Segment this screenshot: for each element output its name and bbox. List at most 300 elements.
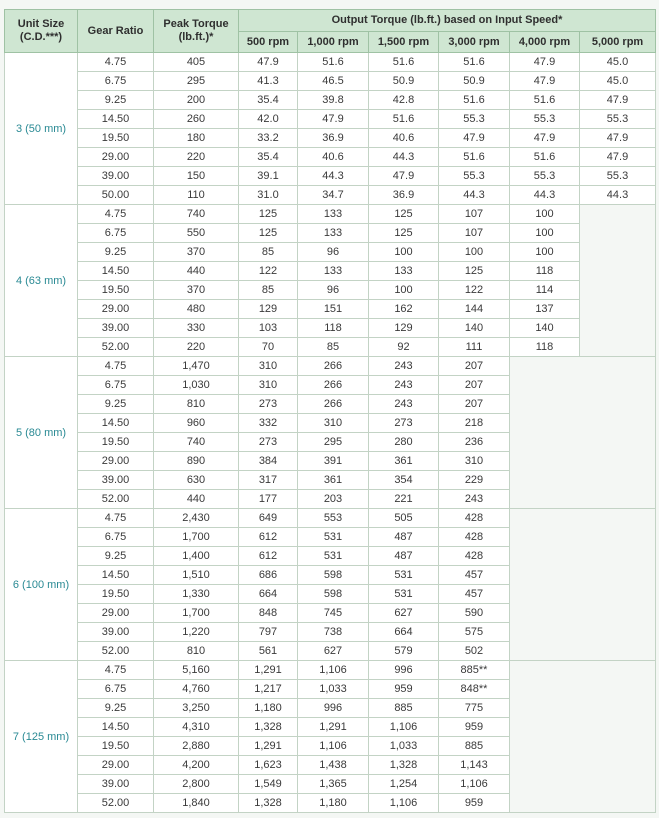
output-torque-cell: 133 (298, 262, 369, 281)
output-torque-cell: 575 (439, 623, 510, 642)
output-torque-cell: 55.3 (439, 167, 510, 186)
output-torque-cell: 457 (439, 566, 510, 585)
output-torque-cell: 100 (369, 281, 439, 300)
output-torque-cell: 243 (369, 376, 439, 395)
peak-torque-cell: 440 (154, 490, 239, 509)
output-torque-cell: 85 (239, 281, 298, 300)
output-torque-cell: 1,328 (239, 794, 298, 813)
output-torque-cell: 1,106 (298, 737, 369, 756)
output-torque-cell: 664 (369, 623, 439, 642)
output-torque-cell: 140 (510, 319, 580, 338)
output-torque-cell: 55.3 (580, 167, 656, 186)
output-torque-cell: 44.3 (580, 186, 656, 205)
output-torque-cell: 579 (369, 642, 439, 661)
output-torque-cell: 207 (439, 376, 510, 395)
output-torque-cell: 885 (439, 737, 510, 756)
output-torque-cell: 848 (239, 604, 298, 623)
output-torque-cell: 1,180 (298, 794, 369, 813)
output-torque-cell: 125 (239, 224, 298, 243)
output-torque-cell: 797 (239, 623, 298, 642)
gear-ratio-cell: 29.00 (78, 300, 154, 319)
peak-torque-cell: 890 (154, 452, 239, 471)
peak-torque-cell: 220 (154, 148, 239, 167)
output-torque-cell: 203 (298, 490, 369, 509)
table-row (5, 661, 656, 680)
output-torque-cell: 273 (239, 395, 298, 414)
unavailable-speed-area (510, 661, 656, 813)
peak-torque-cell: 295 (154, 72, 239, 91)
output-torque-cell: 111 (439, 338, 510, 357)
output-torque-cell: 39.8 (298, 91, 369, 110)
output-torque-cell: 122 (239, 262, 298, 281)
output-torque-cell: 125 (239, 205, 298, 224)
output-torque-cell: 996 (298, 699, 369, 718)
output-torque-cell: 221 (369, 490, 439, 509)
table-row (5, 167, 656, 186)
output-torque-cell: 310 (298, 414, 369, 433)
output-torque-cell: 114 (510, 281, 580, 300)
output-torque-cell: 51.6 (298, 53, 369, 72)
output-torque-cell: 487 (369, 547, 439, 566)
gear-ratio-header: Gear Ratio (78, 10, 154, 53)
output-torque-cell: 107 (439, 205, 510, 224)
output-torque-cell: 959 (439, 794, 510, 813)
output-torque-cell: 85 (298, 338, 369, 357)
output-torque-cell: 428 (439, 528, 510, 547)
output-torque-cell: 40.6 (369, 129, 439, 148)
output-torque-cell: 273 (369, 414, 439, 433)
speed-header: 4,000 rpm (510, 32, 580, 53)
peak-torque-cell: 4,760 (154, 680, 239, 699)
output-torque-cell: 133 (298, 224, 369, 243)
output-torque-cell: 51.6 (439, 148, 510, 167)
gear-ratio-cell: 9.25 (78, 395, 154, 414)
output-torque-cell: 612 (239, 547, 298, 566)
output-torque-cell: 218 (439, 414, 510, 433)
output-torque-cell: 391 (298, 452, 369, 471)
table-row (5, 91, 656, 110)
output-torque-cell: 1,291 (239, 737, 298, 756)
gear-ratio-cell: 6.75 (78, 376, 154, 395)
output-torque-cell: 33.2 (239, 129, 298, 148)
output-torque-cell: 1,549 (239, 775, 298, 794)
peak-torque-cell: 110 (154, 186, 239, 205)
output-torque-cell: 51.6 (510, 91, 580, 110)
table-row (5, 224, 656, 243)
output-torque-cell: 177 (239, 490, 298, 509)
output-torque-cell: 310 (239, 376, 298, 395)
table-row (5, 281, 656, 300)
output-torque-cell: 51.6 (439, 53, 510, 72)
output-torque-cell: 100 (369, 243, 439, 262)
output-torque-cell: 96 (298, 281, 369, 300)
output-torque-cell: 885** (439, 661, 510, 680)
output-torque-cell: 243 (369, 357, 439, 376)
output-torque-cell: 51.6 (369, 110, 439, 129)
output-torque-cell: 1,291 (239, 661, 298, 680)
gear-ratio-cell: 6.75 (78, 680, 154, 699)
output-torque-cell: 45.0 (580, 53, 656, 72)
unit-size-cell: 5 (80 mm) (5, 357, 78, 509)
peak-torque-header: Peak Torque (lb.ft.)* (154, 10, 239, 53)
output-torque-cell: 44.3 (510, 186, 580, 205)
output-torque-cell: 686 (239, 566, 298, 585)
table-row (5, 338, 656, 357)
output-torque-cell: 1,106 (298, 661, 369, 680)
output-torque-cell: 42.8 (369, 91, 439, 110)
gear-ratio-cell: 9.25 (78, 699, 154, 718)
output-torque-cell: 531 (298, 528, 369, 547)
output-torque-cell: 236 (439, 433, 510, 452)
peak-torque-cell: 630 (154, 471, 239, 490)
output-torque-cell: 122 (439, 281, 510, 300)
output-torque-cell: 47.9 (580, 91, 656, 110)
output-torque-cell: 1,328 (369, 756, 439, 775)
output-torque-cell: 125 (439, 262, 510, 281)
output-torque-cell: 100 (439, 243, 510, 262)
output-torque-cell: 34.7 (298, 186, 369, 205)
output-torque-cell: 775 (439, 699, 510, 718)
peak-torque-cell: 260 (154, 110, 239, 129)
output-torque-cell: 47.9 (510, 53, 580, 72)
output-torque-cell: 428 (439, 509, 510, 528)
output-torque-cell: 44.3 (298, 167, 369, 186)
peak-torque-cell: 1,400 (154, 547, 239, 566)
gear-ratio-cell: 29.00 (78, 148, 154, 167)
gear-ratio-cell: 39.00 (78, 167, 154, 186)
table-header (5, 10, 656, 53)
output-torque-cell: 1,033 (369, 737, 439, 756)
gear-ratio-cell: 29.00 (78, 452, 154, 471)
peak-torque-cell: 1,510 (154, 566, 239, 585)
output-torque-cell: 627 (298, 642, 369, 661)
unit-size-cell: 4 (63 mm) (5, 205, 78, 357)
output-torque-cell: 50.9 (369, 72, 439, 91)
output-torque-cell: 738 (298, 623, 369, 642)
header-row-primary (5, 10, 656, 32)
speed-header: 5,000 rpm (580, 32, 656, 53)
output-torque-cell: 70 (239, 338, 298, 357)
output-torque-cell: 55.3 (510, 110, 580, 129)
output-torque-cell: 959 (439, 718, 510, 737)
output-torque-cell: 118 (510, 262, 580, 281)
output-torque-cell: 266 (298, 395, 369, 414)
output-torque-cell: 310 (439, 452, 510, 471)
output-torque-cell: 502 (439, 642, 510, 661)
output-torque-cell: 118 (510, 338, 580, 357)
output-torque-cell: 47.9 (510, 72, 580, 91)
output-torque-cell: 207 (439, 395, 510, 414)
gear-ratio-cell: 29.00 (78, 756, 154, 775)
output-torque-cell: 428 (439, 547, 510, 566)
peak-torque-cell: 1,700 (154, 604, 239, 623)
gear-ratio-cell: 39.00 (78, 471, 154, 490)
output-torque-cell: 745 (298, 604, 369, 623)
gear-ratio-cell: 6.75 (78, 528, 154, 547)
output-torque-cell: 47.9 (580, 129, 656, 148)
output-torque-cell: 44.3 (439, 186, 510, 205)
peak-torque-cell: 405 (154, 53, 239, 72)
unavailable-speed-area (580, 205, 656, 357)
output-torque-cell: 1,033 (298, 680, 369, 699)
output-torque-cell: 42.0 (239, 110, 298, 129)
peak-torque-cell: 480 (154, 300, 239, 319)
gear-ratio-cell: 14.50 (78, 414, 154, 433)
output-torque-cell: 1,106 (369, 794, 439, 813)
gear-ratio-cell: 6.75 (78, 72, 154, 91)
output-torque-cell: 243 (439, 490, 510, 509)
peak-torque-cell: 180 (154, 129, 239, 148)
speed-header: 1,500 rpm (369, 32, 439, 53)
peak-torque-cell: 1,330 (154, 585, 239, 604)
output-torque-cell: 45.0 (580, 72, 656, 91)
output-torque-cell: 51.6 (439, 91, 510, 110)
output-torque-cell: 47.9 (580, 148, 656, 167)
output-torque-cell: 1,143 (439, 756, 510, 775)
gear-ratio-cell: 39.00 (78, 623, 154, 642)
output-torque-cell: 51.6 (510, 148, 580, 167)
output-torque-cell: 92 (369, 338, 439, 357)
output-torque-cell: 55.3 (580, 110, 656, 129)
output-torque-cell: 85 (239, 243, 298, 262)
output-torque-cell: 487 (369, 528, 439, 547)
output-torque-cell: 1,291 (298, 718, 369, 737)
output-torque-cell: 531 (298, 547, 369, 566)
gear-ratio-cell: 14.50 (78, 718, 154, 737)
peak-torque-cell: 5,160 (154, 661, 239, 680)
table-row (5, 357, 656, 376)
peak-torque-cell: 330 (154, 319, 239, 338)
peak-torque-cell: 1,700 (154, 528, 239, 547)
table-row (5, 205, 656, 224)
output-torque-cell: 612 (239, 528, 298, 547)
gear-ratio-cell: 14.50 (78, 262, 154, 281)
gear-ratio-cell: 9.25 (78, 243, 154, 262)
peak-torque-cell: 150 (154, 167, 239, 186)
output-torque-cell: 46.5 (298, 72, 369, 91)
output-torque-cell: 1,106 (439, 775, 510, 794)
output-torque-cell: 361 (298, 471, 369, 490)
output-torque-cell: 531 (369, 585, 439, 604)
gear-ratio-cell: 6.75 (78, 224, 154, 243)
gear-ratio-cell: 14.50 (78, 566, 154, 585)
output-torque-cell: 51.6 (369, 53, 439, 72)
output-torque-cell: 627 (369, 604, 439, 623)
output-torque-header: Output Torque (lb.ft.) based on Input Speed* (239, 10, 656, 32)
output-torque-cell: 384 (239, 452, 298, 471)
speed-header: 500 rpm (239, 32, 298, 53)
output-torque-cell: 96 (298, 243, 369, 262)
output-torque-cell: 649 (239, 509, 298, 528)
peak-torque-cell: 1,840 (154, 794, 239, 813)
peak-torque-cell: 2,880 (154, 737, 239, 756)
output-torque-cell: 144 (439, 300, 510, 319)
output-torque-cell: 1,254 (369, 775, 439, 794)
output-torque-cell: 103 (239, 319, 298, 338)
output-torque-cell: 207 (439, 357, 510, 376)
output-torque-cell: 266 (298, 357, 369, 376)
output-torque-cell: 47.9 (239, 53, 298, 72)
output-torque-cell: 310 (239, 357, 298, 376)
output-torque-cell: 1,180 (239, 699, 298, 718)
output-torque-cell: 100 (510, 205, 580, 224)
output-torque-cell: 317 (239, 471, 298, 490)
gear-ratio-cell: 19.50 (78, 433, 154, 452)
output-torque-cell: 505 (369, 509, 439, 528)
table-row (5, 129, 656, 148)
output-torque-cell: 1,623 (239, 756, 298, 775)
output-torque-cell: 590 (439, 604, 510, 623)
output-torque-cell: 273 (239, 433, 298, 452)
table-row (5, 148, 656, 167)
gear-ratio-cell: 9.25 (78, 547, 154, 566)
output-torque-cell: 1,328 (239, 718, 298, 737)
output-torque-cell: 1,365 (298, 775, 369, 794)
unit-size-header: Unit Size (C.D.***) (5, 10, 78, 53)
peak-torque-cell: 4,310 (154, 718, 239, 737)
table-row (5, 300, 656, 319)
output-torque-cell: 47.9 (510, 129, 580, 148)
output-torque-cell: 151 (298, 300, 369, 319)
gear-ratio-cell: 9.25 (78, 91, 154, 110)
table-row (5, 243, 656, 262)
output-torque-cell: 100 (510, 243, 580, 262)
output-torque-cell: 229 (439, 471, 510, 490)
gear-ratio-cell: 4.75 (78, 509, 154, 528)
output-torque-cell: 50.9 (439, 72, 510, 91)
output-torque-cell: 848** (439, 680, 510, 699)
gear-ratio-cell: 29.00 (78, 604, 154, 623)
gear-ratio-cell: 4.75 (78, 53, 154, 72)
output-torque-cell: 118 (298, 319, 369, 338)
output-torque-cell: 354 (369, 471, 439, 490)
peak-torque-cell: 1,220 (154, 623, 239, 642)
output-torque-cell: 36.9 (298, 129, 369, 148)
gear-ratio-cell: 19.50 (78, 129, 154, 148)
output-torque-cell: 31.0 (239, 186, 298, 205)
output-torque-cell: 1,217 (239, 680, 298, 699)
gear-ratio-cell: 52.00 (78, 338, 154, 357)
output-torque-cell: 553 (298, 509, 369, 528)
output-torque-cell: 137 (510, 300, 580, 319)
table-row (5, 72, 656, 91)
output-torque-cell: 35.4 (239, 148, 298, 167)
peak-torque-cell: 370 (154, 243, 239, 262)
table-row (5, 262, 656, 281)
speed-header: 1,000 rpm (298, 32, 369, 53)
output-torque-cell: 107 (439, 224, 510, 243)
unavailable-speed-area (510, 509, 656, 661)
output-torque-cell: 457 (439, 585, 510, 604)
output-torque-cell: 35.4 (239, 91, 298, 110)
output-torque-cell: 36.9 (369, 186, 439, 205)
peak-torque-cell: 810 (154, 642, 239, 661)
unit-size-cell: 7 (125 mm) (5, 661, 78, 813)
table-row (5, 186, 656, 205)
gear-ratio-cell: 19.50 (78, 737, 154, 756)
output-torque-cell: 133 (369, 262, 439, 281)
output-torque-cell: 1,106 (369, 718, 439, 737)
output-torque-cell: 140 (439, 319, 510, 338)
output-torque-cell: 125 (369, 224, 439, 243)
gear-ratio-cell: 14.50 (78, 110, 154, 129)
output-torque-cell: 561 (239, 642, 298, 661)
gear-ratio-cell: 4.75 (78, 661, 154, 680)
speed-header: 3,000 rpm (439, 32, 510, 53)
gear-ratio-cell: 19.50 (78, 585, 154, 604)
output-torque-cell: 39.1 (239, 167, 298, 186)
table-body (5, 53, 656, 813)
output-torque-cell: 55.3 (439, 110, 510, 129)
table-row (5, 319, 656, 338)
output-torque-cell: 125 (369, 205, 439, 224)
peak-torque-cell: 740 (154, 205, 239, 224)
output-torque-cell: 280 (369, 433, 439, 452)
output-torque-cell: 41.3 (239, 72, 298, 91)
peak-torque-cell: 200 (154, 91, 239, 110)
output-torque-cell: 47.9 (298, 110, 369, 129)
output-torque-cell: 55.3 (510, 167, 580, 186)
unit-size-cell: 3 (50 mm) (5, 53, 78, 205)
peak-torque-cell: 960 (154, 414, 239, 433)
peak-torque-cell: 550 (154, 224, 239, 243)
output-torque-cell: 531 (369, 566, 439, 585)
output-torque-cell: 243 (369, 395, 439, 414)
peak-torque-cell: 440 (154, 262, 239, 281)
output-torque-cell: 47.9 (369, 167, 439, 186)
peak-torque-cell: 2,800 (154, 775, 239, 794)
peak-torque-cell: 370 (154, 281, 239, 300)
output-torque-cell: 162 (369, 300, 439, 319)
output-torque-cell: 996 (369, 661, 439, 680)
unit-size-cell: 6 (100 mm) (5, 509, 78, 661)
output-torque-cell: 361 (369, 452, 439, 471)
gear-ratio-cell: 39.00 (78, 775, 154, 794)
table-row (5, 509, 656, 528)
peak-torque-cell: 220 (154, 338, 239, 357)
output-torque-cell: 133 (298, 205, 369, 224)
gear-ratio-cell: 52.00 (78, 490, 154, 509)
table-row (5, 110, 656, 129)
output-torque-cell: 959 (369, 680, 439, 699)
output-torque-cell: 885 (369, 699, 439, 718)
output-torque-cell: 40.6 (298, 148, 369, 167)
peak-torque-cell: 3,250 (154, 699, 239, 718)
table-row (5, 53, 656, 72)
gear-ratio-cell: 4.75 (78, 357, 154, 376)
output-torque-cell: 129 (239, 300, 298, 319)
output-torque-cell: 664 (239, 585, 298, 604)
peak-torque-cell: 1,030 (154, 376, 239, 395)
gear-ratio-cell: 50.00 (78, 186, 154, 205)
output-torque-cell: 1,438 (298, 756, 369, 775)
peak-torque-cell: 740 (154, 433, 239, 452)
output-torque-cell: 332 (239, 414, 298, 433)
peak-torque-cell: 1,470 (154, 357, 239, 376)
gear-ratio-cell: 4.75 (78, 205, 154, 224)
gear-ratio-cell: 52.00 (78, 642, 154, 661)
peak-torque-cell: 4,200 (154, 756, 239, 775)
torque-spec-table (4, 9, 656, 813)
output-torque-cell: 598 (298, 585, 369, 604)
output-torque-cell: 266 (298, 376, 369, 395)
gear-ratio-cell: 39.00 (78, 319, 154, 338)
gear-ratio-cell: 52.00 (78, 794, 154, 813)
peak-torque-cell: 2,430 (154, 509, 239, 528)
output-torque-cell: 44.3 (369, 148, 439, 167)
output-torque-cell: 47.9 (439, 129, 510, 148)
peak-torque-cell: 810 (154, 395, 239, 414)
